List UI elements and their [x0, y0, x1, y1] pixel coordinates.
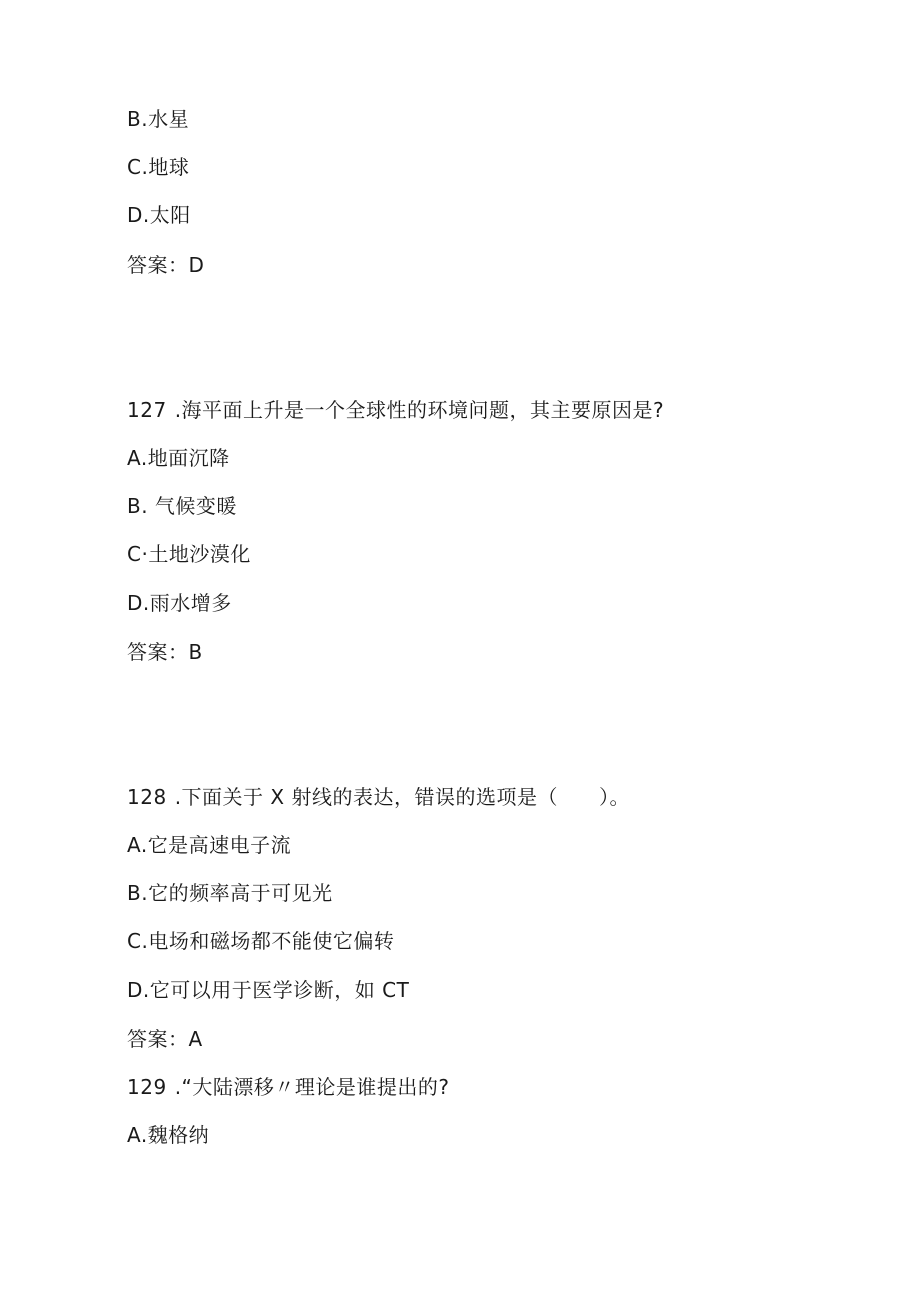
q126-answer: 答案：D — [127, 253, 205, 277]
q127-option-c: C·土地沙漠化 — [127, 542, 251, 566]
q127-text: .海平面上升是一个全球性的环境问题，其主要原因是? — [174, 398, 665, 422]
q129-text: .“大陆漂移〃理论是谁提出的? — [174, 1075, 450, 1099]
q129-number: 129 — [127, 1075, 167, 1099]
q128-answer: 答案：A — [127, 1027, 203, 1051]
q128-number: 128 — [127, 785, 167, 809]
q129-option-a: A.魏格纳 — [127, 1123, 210, 1147]
q128-option-d: D.它可以用于医学诊断，如 CT — [127, 978, 410, 1002]
q127-number: 127 — [127, 398, 167, 422]
q128-option-b: B.它的频率高于可见光 — [127, 881, 333, 905]
q128-question — [127, 784, 630, 810]
q126-option-d: D.太阳 — [127, 203, 191, 227]
q128-option-c: C.电场和磁场都不能使它偏转 — [127, 929, 395, 953]
q126-option-c: C.地球 — [127, 155, 190, 179]
q129-question — [127, 1074, 450, 1100]
q128-option-a: A.它是高速电子流 — [127, 833, 292, 857]
q126-option-b: B.水星 — [127, 107, 190, 131]
q127-option-b: B. 气候变暖 — [127, 494, 237, 518]
q128-text: .下面关于 X 射线的表达，错误的选项是（ ）。 — [174, 785, 630, 809]
q127-answer: 答案：B — [127, 640, 203, 664]
q127-question — [127, 397, 664, 423]
q127-option-d: D.雨水增多 — [127, 591, 232, 615]
q127-option-a: A.地面沉降 — [127, 446, 230, 470]
